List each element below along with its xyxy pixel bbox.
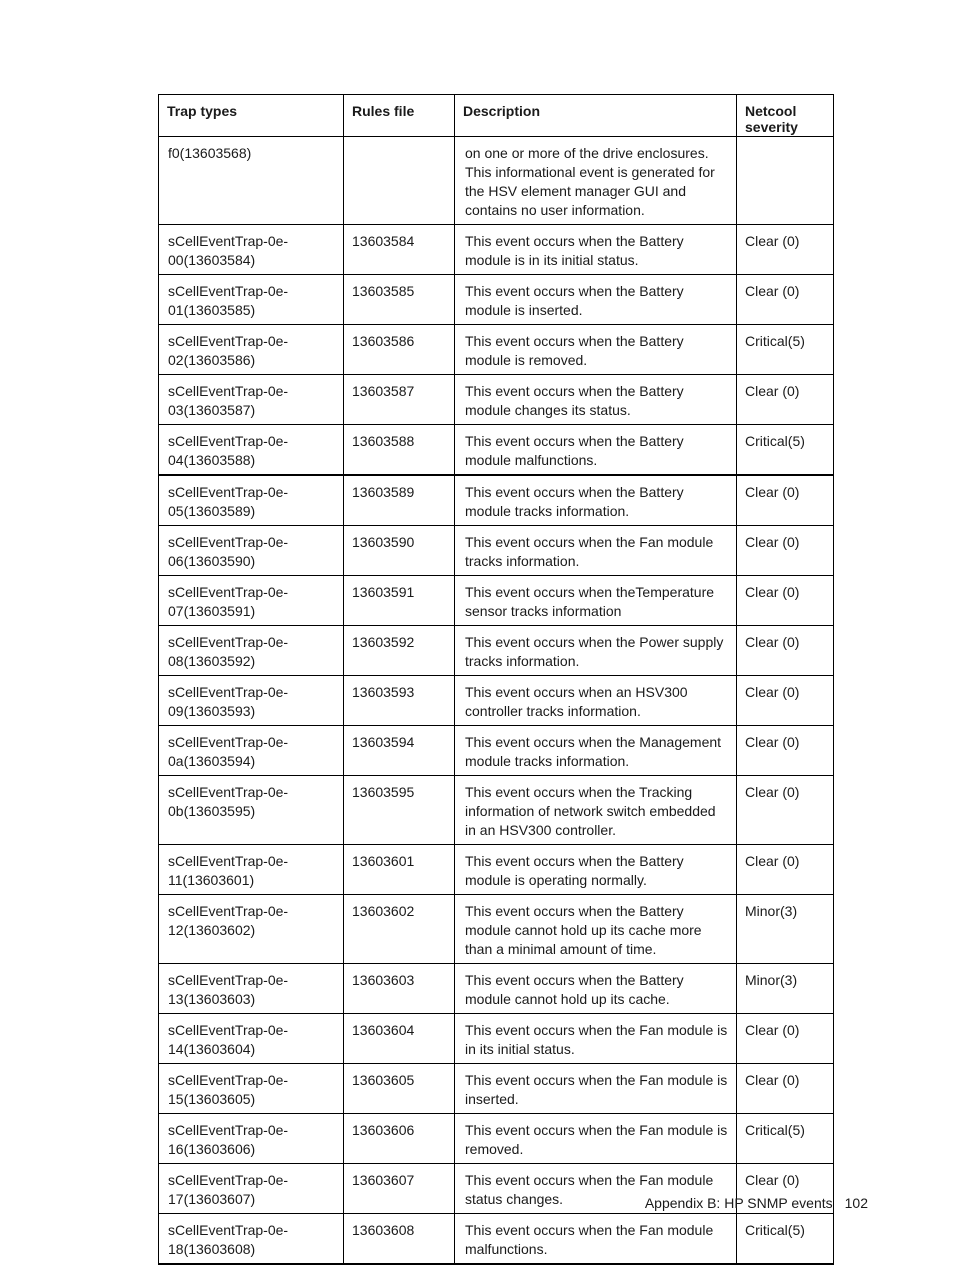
cell-description: This event occurs when the Battery module is removed. (455, 325, 737, 375)
cell-netcool-severity: Clear (0) (737, 845, 834, 895)
cell-rules-file: 13603607 (344, 1164, 455, 1214)
table-row (159, 576, 834, 626)
table-body (159, 137, 834, 1265)
cell-netcool-severity: Clear (0) (737, 626, 834, 676)
cell-description: This event occurs when the Battery module is operating normally. (455, 845, 737, 895)
cell-netcool-severity (737, 137, 834, 225)
cell-trap-type (159, 325, 344, 375)
header-description: Description (455, 95, 737, 137)
cell-rules-file: 13603591 (344, 576, 455, 626)
cell-netcool-severity: Critical(5) (737, 325, 834, 375)
cell-description: This event occurs when the Battery module changes its status. (455, 375, 737, 425)
trap-types-table (158, 94, 834, 1265)
cell-trap-type (159, 626, 344, 676)
cell-trap-type (159, 275, 344, 325)
cell-rules-file: 13603601 (344, 845, 455, 895)
table-row (159, 425, 834, 476)
cell-netcool-severity: Critical(5) (737, 425, 834, 476)
trap-type-line: 02(13603586) (168, 352, 256, 368)
footer-section-title: Appendix B: HP SNMP events (644, 1195, 833, 1211)
cell-netcool-severity: Clear (0) (737, 1164, 834, 1214)
trap-type-line: sCellEventTrap-0e- (168, 684, 289, 700)
table-row (159, 845, 834, 895)
cell-trap-type (159, 845, 344, 895)
trap-type-line: 18(13603608) (168, 1241, 256, 1257)
page-footer (645, 1195, 868, 1211)
trap-type-line: sCellEventTrap-0e- (168, 584, 289, 600)
header-netcool-severity: Netcool severity (737, 95, 834, 137)
cell-rules-file (344, 137, 455, 225)
cell-rules-file: 13603594 (344, 726, 455, 776)
cell-trap-type (159, 1014, 344, 1064)
trap-type-line: sCellEventTrap-0e- (168, 903, 289, 919)
trap-type-line: sCellEventTrap-0e- (168, 534, 289, 550)
trap-type-line: 04(13603588) (168, 452, 256, 468)
trap-type-line: 12(13603602) (168, 922, 256, 938)
cell-description: This event occurs when the Management module tracks information. (455, 726, 737, 776)
trap-type-line: 16(13603606) (168, 1141, 256, 1157)
page-number: 102 (844, 1195, 868, 1211)
trap-type-line: sCellEventTrap-0e- (168, 333, 289, 349)
cell-trap-type (159, 726, 344, 776)
header-rules-file: Rules file (344, 95, 455, 137)
cell-rules-file: 13603586 (344, 325, 455, 375)
trap-type-line: 00(13603584) (168, 252, 256, 268)
cell-description: This event occurs when the Battery module cannot hold up its cache more than a minimal amount of time. (455, 895, 737, 964)
trap-type-line: sCellEventTrap-0e- (168, 1122, 289, 1138)
cell-description: This event occurs when the Battery module malfunctions. (455, 425, 737, 476)
trap-type-line: sCellEventTrap-0e- (168, 484, 289, 500)
cell-netcool-severity: Minor(3) (737, 964, 834, 1014)
trap-type-line: sCellEventTrap-0e- (168, 383, 289, 399)
trap-type-line: sCellEventTrap-0e- (168, 734, 289, 750)
cell-description: This event occurs when the Battery module cannot hold up its cache. (455, 964, 737, 1014)
table-row (159, 964, 834, 1014)
cell-netcool-severity: Clear (0) (737, 726, 834, 776)
cell-trap-type (159, 676, 344, 726)
table-row (159, 275, 834, 325)
cell-description: This event occurs when an HSV300 controller tracks information. (455, 676, 737, 726)
trap-type-line: f0(13603568) (168, 145, 252, 161)
cell-trap-type (159, 576, 344, 626)
cell-trap-type (159, 425, 344, 476)
cell-rules-file: 13603585 (344, 275, 455, 325)
cell-rules-file: 13603589 (344, 475, 455, 526)
cell-description: This event occurs when the Battery module is in its initial status. (455, 225, 737, 275)
cell-description: This event occurs when the Fan module is inserted. (455, 1064, 737, 1114)
trap-type-line: 0a(13603594) (168, 753, 256, 769)
cell-netcool-severity: Clear (0) (737, 275, 834, 325)
cell-netcool-severity: Clear (0) (737, 475, 834, 526)
cell-description: This event occurs when the Fan module malfunctions. (455, 1214, 737, 1265)
cell-netcool-severity: Clear (0) (737, 526, 834, 576)
trap-type-line: 06(13603590) (168, 553, 256, 569)
cell-netcool-severity: Minor(3) (737, 895, 834, 964)
cell-rules-file: 13603606 (344, 1114, 455, 1164)
table-row (159, 676, 834, 726)
trap-type-line: 03(13603587) (168, 402, 256, 418)
table-row (159, 776, 834, 845)
trap-type-line: sCellEventTrap-0e- (168, 233, 289, 249)
cell-trap-type (159, 475, 344, 526)
trap-type-line: 05(13603589) (168, 503, 256, 519)
trap-type-line: 07(13603591) (168, 603, 256, 619)
table-row (159, 1214, 834, 1265)
cell-rules-file: 13603592 (344, 626, 455, 676)
cell-trap-type (159, 225, 344, 275)
cell-trap-type (159, 776, 344, 845)
trap-type-line: sCellEventTrap-0e- (168, 1222, 289, 1238)
cell-rules-file: 13603587 (344, 375, 455, 425)
cell-description: This event occurs when the Battery module tracks information. (455, 475, 737, 526)
header-row (159, 95, 834, 137)
cell-description: This event occurs when theTemperature sensor tracks information (455, 576, 737, 626)
cell-description: This event occurs when the Fan module is in its initial status. (455, 1014, 737, 1064)
cell-netcool-severity: Clear (0) (737, 676, 834, 726)
table-row (159, 626, 834, 676)
trap-type-line: 09(13603593) (168, 703, 256, 719)
cell-trap-type (159, 1114, 344, 1164)
trap-type-line: 17(13603607) (168, 1191, 256, 1207)
header-trap-types: Trap types (159, 95, 344, 137)
table-row (159, 375, 834, 425)
cell-trap-type (159, 1164, 344, 1214)
table-row (159, 1014, 834, 1064)
trap-type-line: sCellEventTrap-0e- (168, 853, 289, 869)
trap-type-line: 08(13603592) (168, 653, 256, 669)
trap-type-line: 0b(13603595) (168, 803, 256, 819)
cell-rules-file: 13603605 (344, 1064, 455, 1114)
cell-rules-file: 13603608 (344, 1214, 455, 1265)
cell-netcool-severity: Critical(5) (737, 1114, 834, 1164)
trap-type-line: 13(13603603) (168, 991, 256, 1007)
trap-type-line: 11(13603601) (168, 872, 255, 888)
trap-type-line: sCellEventTrap-0e- (168, 1072, 289, 1088)
cell-description: This event occurs when the Fan module status changes. (455, 1164, 737, 1214)
cell-rules-file: 13603604 (344, 1014, 455, 1064)
cell-description: This event occurs when the Fan module is removed. (455, 1114, 737, 1164)
cell-rules-file: 13603590 (344, 526, 455, 576)
trap-type-line: sCellEventTrap-0e- (168, 283, 289, 299)
cell-trap-type (159, 964, 344, 1014)
table-row (159, 726, 834, 776)
trap-type-line: 14(13603604) (168, 1041, 256, 1057)
cell-rules-file: 13603588 (344, 425, 455, 476)
cell-netcool-severity: Clear (0) (737, 225, 834, 275)
cell-description: This event occurs when the Battery module is inserted. (455, 275, 737, 325)
cell-trap-type (159, 526, 344, 576)
cell-trap-type (159, 1064, 344, 1114)
table-row (159, 475, 834, 526)
cell-rules-file: 13603584 (344, 225, 455, 275)
cell-trap-type (159, 1214, 344, 1265)
cell-rules-file: 13603602 (344, 895, 455, 964)
cell-rules-file: 13603595 (344, 776, 455, 845)
trap-type-line: sCellEventTrap-0e- (168, 972, 289, 988)
table-row (159, 526, 834, 576)
cell-description: This event occurs when the Power supply tracks information. (455, 626, 737, 676)
cell-trap-type (159, 137, 344, 225)
trap-type-line: 01(13603585) (168, 302, 256, 318)
cell-netcool-severity: Clear (0) (737, 776, 834, 845)
trap-type-line: sCellEventTrap-0e- (168, 634, 289, 650)
table-row (159, 325, 834, 375)
cell-netcool-severity: Clear (0) (737, 1014, 834, 1064)
cell-description: This event occurs when the Tracking information of network switch embedded in an HSV300 controller. (455, 776, 737, 845)
table-row (159, 1114, 834, 1164)
cell-rules-file: 13603603 (344, 964, 455, 1014)
table-row (159, 137, 834, 225)
table-header (159, 95, 834, 137)
cell-trap-type (159, 895, 344, 964)
cell-netcool-severity: Clear (0) (737, 375, 834, 425)
trap-type-line: sCellEventTrap-0e- (168, 433, 289, 449)
cell-rules-file: 13603593 (344, 676, 455, 726)
cell-netcool-severity: Critical(5) (737, 1214, 834, 1265)
table-row (159, 225, 834, 275)
cell-netcool-severity: Clear (0) (737, 576, 834, 626)
trap-type-line: 15(13603605) (168, 1091, 256, 1107)
cell-description: This event occurs when the Fan module tracks information. (455, 526, 737, 576)
trap-type-line: sCellEventTrap-0e- (168, 1022, 289, 1038)
trap-type-line: sCellEventTrap-0e- (168, 784, 289, 800)
table-row (159, 1064, 834, 1114)
trap-type-line: sCellEventTrap-0e- (168, 1172, 289, 1188)
cell-netcool-severity: Clear (0) (737, 1064, 834, 1114)
table-row (159, 895, 834, 964)
cell-trap-type (159, 375, 344, 425)
cell-description: on one or more of the drive enclosures. This informational event is generated for the HSV element manager GUI and contains no user information. (455, 137, 737, 225)
